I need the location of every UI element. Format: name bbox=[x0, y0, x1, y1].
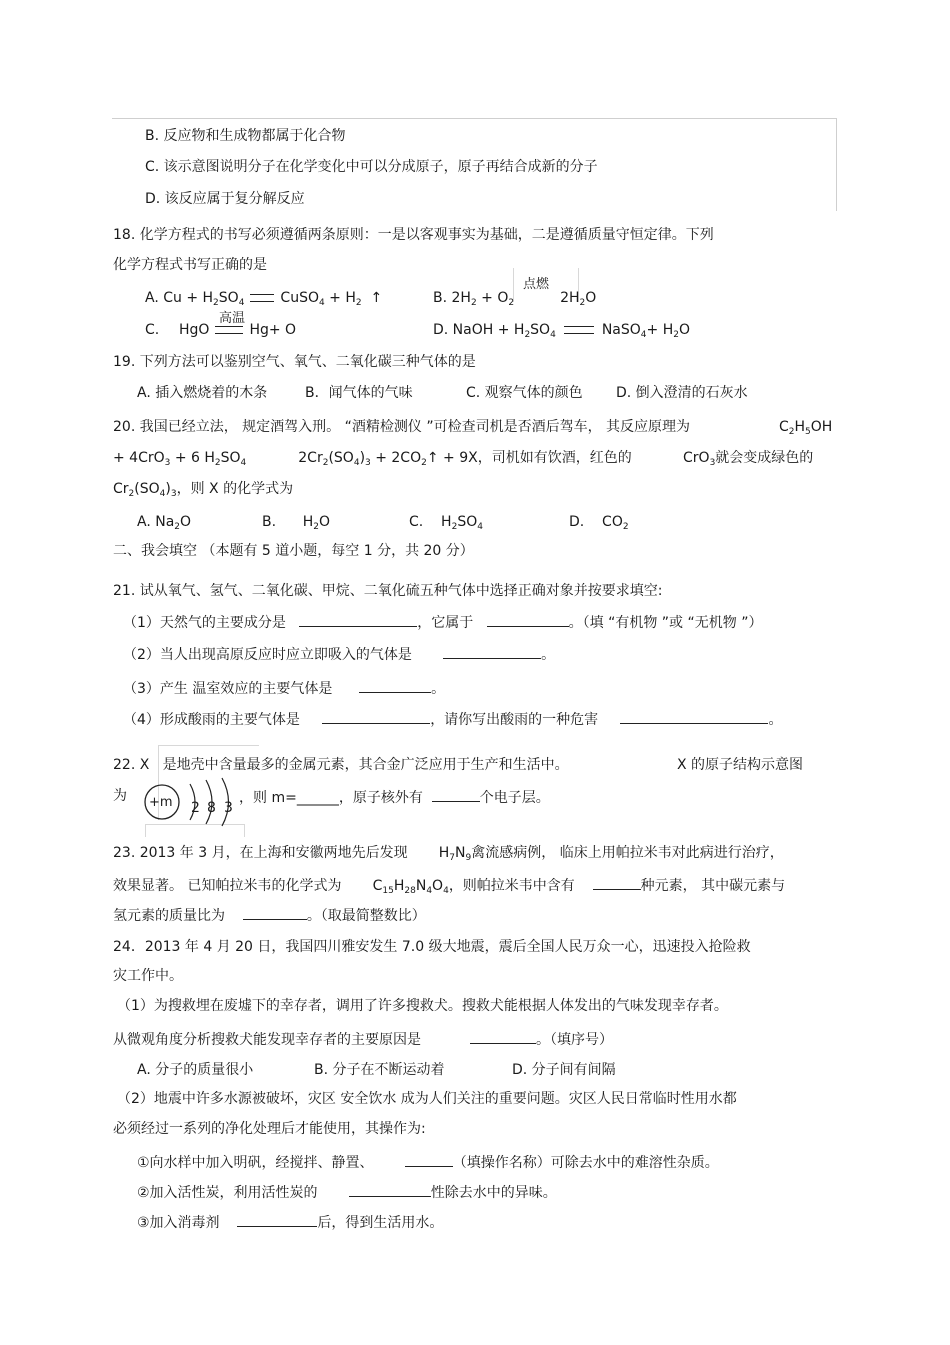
blank[interactable] bbox=[359, 678, 431, 693]
blank[interactable] bbox=[243, 905, 307, 920]
q24-option-b: B. 分子在不断运动着 bbox=[314, 1062, 445, 1078]
blank[interactable] bbox=[593, 875, 641, 890]
q23-line2: 效果显著。 已知帕拉米韦的化学式为 $C_{15}H_{28}N_4O_4$，则帕拉米韦中含有 种元素， 其中碳元素与 bbox=[113, 875, 785, 900]
q20-option-b: B. $H_2O$ bbox=[262, 514, 331, 532]
q21-part-2: （2）当人出现高原反应时应立即吸入的气体是 。 bbox=[123, 644, 555, 664]
nucleus-charge: +m bbox=[149, 795, 173, 810]
q17-option-d: D. 该反应属于复分解反应 bbox=[145, 191, 305, 207]
q21-part-4: （4）形成酸雨的主要气体是 ，请你写出酸雨的一种危害 。 bbox=[123, 709, 782, 729]
q22-line2-prefix: 为 bbox=[113, 788, 127, 804]
q24-part-2: （2）地震中许多水源被破坏，灾区 安全饮水 成为人们关注的重要问题。灾区人民日常临时性用水都 bbox=[117, 1091, 737, 1107]
blank[interactable] bbox=[405, 1152, 453, 1167]
q18-option-b: B. $2H_2 + O_2$ $2H_2O$ bbox=[433, 290, 597, 308]
box-border-right bbox=[836, 118, 837, 211]
q17-option-b: B. 反应物和生成物都属于化合物 bbox=[145, 128, 346, 144]
q19-option-d: D. 倒入澄清的石灰水 bbox=[616, 385, 748, 401]
electron-count-shell-1: 2 bbox=[191, 800, 200, 816]
q18-option-c: HgO Hg+ O bbox=[179, 322, 297, 338]
q18-stem-line2: 化学方程式书写正确的是 bbox=[113, 257, 267, 273]
q21-stem: 21. 试从氧气、氢气、二氧化碳、甲烷、二氧化硫五种气体中选择正确对象并按要求填空: bbox=[113, 583, 663, 599]
q17-option-c: C. 该示意图说明分子在化学变化中可以分成原子，原子再结合成新的分子 bbox=[145, 159, 598, 175]
q21-part-1: （1）天然气的主要成分是 ，它属于 。（填 “有机物 ”或 “无机物 ”） bbox=[123, 612, 762, 632]
q20-option-d: D. $CO_2$ bbox=[569, 514, 629, 532]
q23-line1: 23. 2013 年 3 月，在上海和安徽两地先后发现 $H_7N_9$禽流感病例， 临床上用帕拉米韦对此病进行治疗， bbox=[113, 845, 784, 863]
q20-stem-line2-end: CrO$_3$就会变成绿色的 bbox=[683, 450, 814, 468]
blank[interactable] bbox=[487, 612, 569, 627]
blank[interactable] bbox=[299, 612, 417, 627]
q24-step-3: ③加入消毒剂 后，得到生活用水。 bbox=[137, 1212, 443, 1232]
q22-line2: ，则 m=______，原子核外有 个电子层。 bbox=[239, 787, 550, 807]
q18-option-b-condition: 点燃 bbox=[523, 277, 550, 292]
q23-line3: 氢元素的质量比为 。（取最简整数比） bbox=[113, 905, 426, 925]
q18-stem-line1: 18. 化学方程式的书写必须遵循两条原则：一是以客观事实为基础，二是遵循质量守恒定律。下列 bbox=[113, 227, 714, 243]
q24-part-1: （1）为搜救埋在废墟下的幸存者，调用了许多搜救犬。搜救犬能根据人体发出的气味发现幸存者。 bbox=[117, 998, 728, 1014]
electron-count-shell-3: 3 bbox=[224, 800, 233, 816]
blank[interactable] bbox=[443, 644, 541, 659]
q19-stem: 19. 下列方法可以鉴别空气、氧气、二氧化碳三种气体的是 bbox=[113, 354, 476, 370]
q19-option-c: C. 观察气体的颜色 bbox=[466, 385, 583, 401]
blank[interactable] bbox=[349, 1182, 431, 1197]
q24-step-2: ②加入活性炭，利用活性炭的 性除去水中的异味。 bbox=[137, 1182, 557, 1202]
blank[interactable] bbox=[432, 787, 480, 802]
q18-option-a: A. $Cu + H_2SO_4$ CuSO$_4$ + $H_2$ ↑ bbox=[145, 290, 383, 308]
q18-option-d: D. NaOH + $H_2SO_4$ NaSO$_4$+ $H_2O$ bbox=[433, 322, 690, 340]
q20-option-c: C. $H_2SO_4$ bbox=[409, 514, 483, 532]
q19-option-b: B．闻气体的气味 bbox=[305, 385, 413, 401]
q20-stem-line3: $Cr_2(SO_4)_3$，则 X 的化学式为 bbox=[113, 481, 294, 499]
blank[interactable] bbox=[620, 709, 768, 724]
q19-option-a: A. 插入燃烧着的木条 bbox=[137, 385, 268, 401]
q20-stem-line2: + 4CrO$_3$ + 6 $H_2SO_4$ $2Cr_2(SO_4)_3$ + $2CO_2↑ + 9X$，司机如有饮酒，红色的 bbox=[113, 450, 632, 468]
q21-part-3: （3）产生 温室效应的主要气体是 。 bbox=[123, 678, 445, 698]
q24-line2: 灾工作中。 bbox=[113, 968, 183, 984]
electron-count-shell-2: 8 bbox=[207, 800, 216, 816]
blank[interactable] bbox=[237, 1212, 317, 1227]
equals-sign-icon bbox=[215, 326, 243, 334]
section-2-heading: 二、我会填空 （本题有 5 道小题，每空 1 分，共 20 分） bbox=[113, 543, 474, 559]
q24-option-d: D. 分子间有间隔 bbox=[512, 1062, 616, 1078]
equals-sign-icon bbox=[250, 294, 274, 302]
q18-option-c-label: C. bbox=[145, 322, 160, 338]
box-border-top bbox=[112, 118, 836, 119]
q24-part-2-line2: 必须经过一系列的净化处理后才能使用，其操作为: bbox=[113, 1121, 426, 1137]
q24-line1: 24．2013 年 4 月 20 日，我国四川雅安发生 7.0 级大地震，震后全国人民万众一心，迅速投入抢险救 bbox=[113, 939, 751, 955]
blank[interactable] bbox=[470, 1029, 536, 1044]
q20-stem-line1: 20. 我国已经立法， 规定酒驾入刑。 “酒精检测仪 ”可检查司机是否酒后驾车， 其反应原理为 bbox=[113, 419, 691, 435]
q18-option-c-condition: 高温 bbox=[219, 311, 246, 326]
blank[interactable] bbox=[322, 709, 430, 724]
q22-line1-end: X 的原子结构示意图 bbox=[677, 757, 804, 773]
equals-sign-icon bbox=[564, 326, 594, 334]
q20-formula-ethanol: $C_2H_5OH$ bbox=[779, 419, 833, 437]
q20-option-a: A. $Na_2O$ bbox=[137, 514, 192, 532]
q24-part-1-question: 从微观角度分析搜救犬能发现幸存者的主要原因是 。（填序号） bbox=[113, 1029, 613, 1049]
q24-step-1: ①向水样中加入明矾，经搅拌、静置、 （填操作名称）可除去水中的难溶性杂质。 bbox=[137, 1152, 719, 1172]
q24-option-a: A. 分子的质量很小 bbox=[137, 1062, 254, 1078]
q22-line1: 22. X 是地壳中含量最多的金属元素，其合金广泛应用于生产和生活中。 bbox=[113, 757, 569, 773]
